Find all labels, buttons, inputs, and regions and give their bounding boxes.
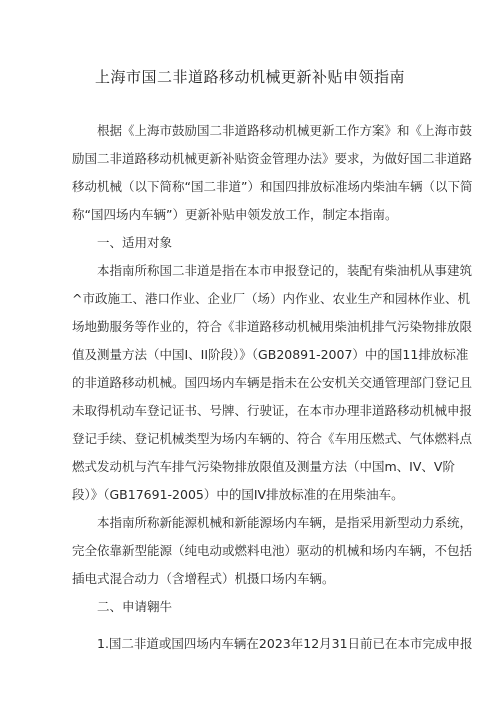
- paragraph-line: 本指南所称国二非道是指在本市申报登记的，装配有柴油机从事建筑: [97, 263, 473, 278]
- paragraph-line: 根据《上海市鼓励国二非道路移动机械更新工作方案》和《上海市鼓: [97, 123, 473, 138]
- paragraph-line: 称“国四场内车辆”）更新补贴申领发放工作，制定本指南。: [72, 207, 398, 222]
- paragraph-line: 的非道路移动机械。国四场内车辆是指未在公安机关交通管理部门登记且: [72, 375, 473, 390]
- paragraph-line: 本指南所称新能源机械和新能源场内车辆，是指采用新型动力系统，: [97, 515, 473, 530]
- paragraph-line: 插电式混合动力（含增程式）机摄口场内车辆。: [72, 571, 335, 586]
- section-heading: 二、申请翱牛: [97, 599, 173, 614]
- paragraph-line: 场地勤服务等作业的，符合《非道路移动机械用柴油机排气污染物排放限: [72, 319, 473, 334]
- paragraph-line: 1.国二非道或国四场内车辆在2023年12月31日前已在本市完成申报: [97, 636, 473, 651]
- paragraph-line: 燃式发动机与汽车排气污染物排放限值及测量方法（中国m、IV、V阶: [72, 459, 455, 474]
- document-title: 上海市国二非道路移动机械更新补贴申领指南: [94, 68, 405, 86]
- paragraph-line: 未取得机动车登记证书、号牌、行驶证，在本市办理非道路移动机械申报: [72, 403, 473, 418]
- paragraph-line: ^市政施工、港口作业、企业厂（场）内作业、农业生产和园林作业、机: [72, 291, 470, 306]
- section-heading: 一、适用对象: [97, 235, 173, 250]
- paragraph-line: 完全依靠新型能源（纯电动或燃料电池）驱动的机械和场内车辆，不包括: [72, 543, 473, 558]
- paragraph-line: 移动机械（以下简称“国二非道”）和国四排放标准场内柴油车辆（以下简: [72, 179, 473, 194]
- paragraph-line: 登记手续、登记机械类型为场内车辆的、符合《车用压燃式、气体燃料点: [72, 431, 473, 446]
- paragraph-line: 值及测量方法（中国I、II阶段）》（GB20891-2007）中的国11排放标准: [72, 347, 469, 362]
- paragraph-line: 段）》（GB17691-2005）中的国IV排放标准的在用柴油车。: [72, 487, 404, 502]
- paragraph-line: 励国二非道路移动机械更新补贴资金管理办法》要求，为做好国二非道路: [72, 151, 473, 166]
